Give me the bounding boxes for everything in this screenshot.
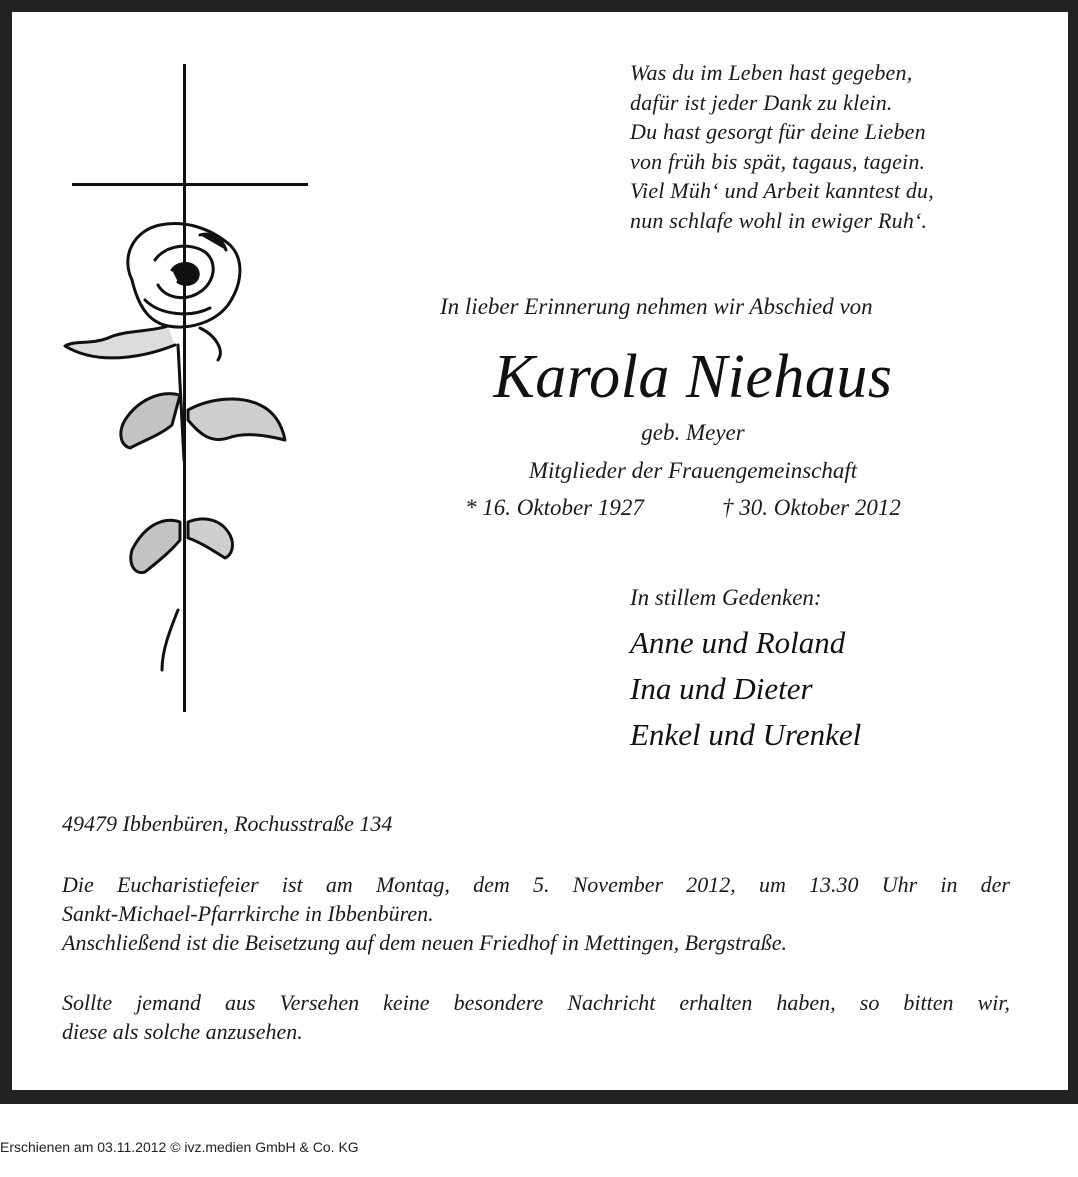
- poem-line: Du hast gesorgt für deine Lieben: [630, 119, 926, 144]
- deceased-name: Karola Niehaus: [493, 343, 893, 411]
- address: 49479 Ibbenbüren, Rochusstraße 134: [62, 811, 393, 836]
- poem-line: dafür ist jeder Dank zu klein.: [630, 89, 893, 115]
- notice-line: diese als solche anzusehen.: [62, 1019, 303, 1044]
- service-info: [62, 870, 1010, 957]
- mourners-list: [630, 620, 861, 758]
- birth-date: * 16. Oktober 1927: [465, 495, 644, 520]
- poem-line: Viel Müh‘ und Arbeit kanntest du,: [630, 178, 934, 203]
- service-line: Anschließend ist die Beisetzung auf dem neuen Friedhof in Mettingen, Bergstraße.: [62, 930, 788, 955]
- notice-info: [62, 988, 1010, 1046]
- death-date: † 30. Oktober 2012: [722, 495, 901, 520]
- maiden-name: geb. Meyer: [641, 420, 745, 445]
- poem-line: nun schlafe wohl in ewiger Ruh‘.: [630, 207, 928, 233]
- publication-footer: Erschienen am 03.11.2012 © ivz.medien GmbH & Co. KG: [0, 1139, 359, 1155]
- poem: [630, 58, 934, 235]
- service-line: Sankt-Michael-Pfarrkirche in Ibbenbüren.: [62, 901, 434, 926]
- mourner: Enkel und Urenkel: [630, 717, 862, 752]
- mourners-label: In stillem Gedenken:: [630, 585, 822, 610]
- service-line: Die Eucharistiefeier ist am Montag, dem 5. November 2012, um 13.30 Uhr in der: [62, 872, 1010, 897]
- rose-icon: [65, 224, 285, 670]
- mourner: Anne und Roland: [630, 625, 846, 660]
- intro-text: In lieber Erinnerung nehmen wir Abschied von: [440, 294, 873, 319]
- membership: Mitglieder der Frauengemeinschaft: [528, 458, 858, 483]
- cross-with-rose-illustration: [50, 60, 320, 720]
- cross-icon: [72, 64, 308, 712]
- poem-line: von früh bis spät, tagaus, tagein.: [630, 148, 926, 174]
- mourner: Ina und Dieter: [630, 671, 813, 706]
- poem-line: Was du im Leben hast gegeben,: [630, 60, 913, 85]
- notice-line: Sollte jemand aus Versehen keine besondere Nachricht erhalten haben, so bitten wir,: [62, 990, 1010, 1015]
